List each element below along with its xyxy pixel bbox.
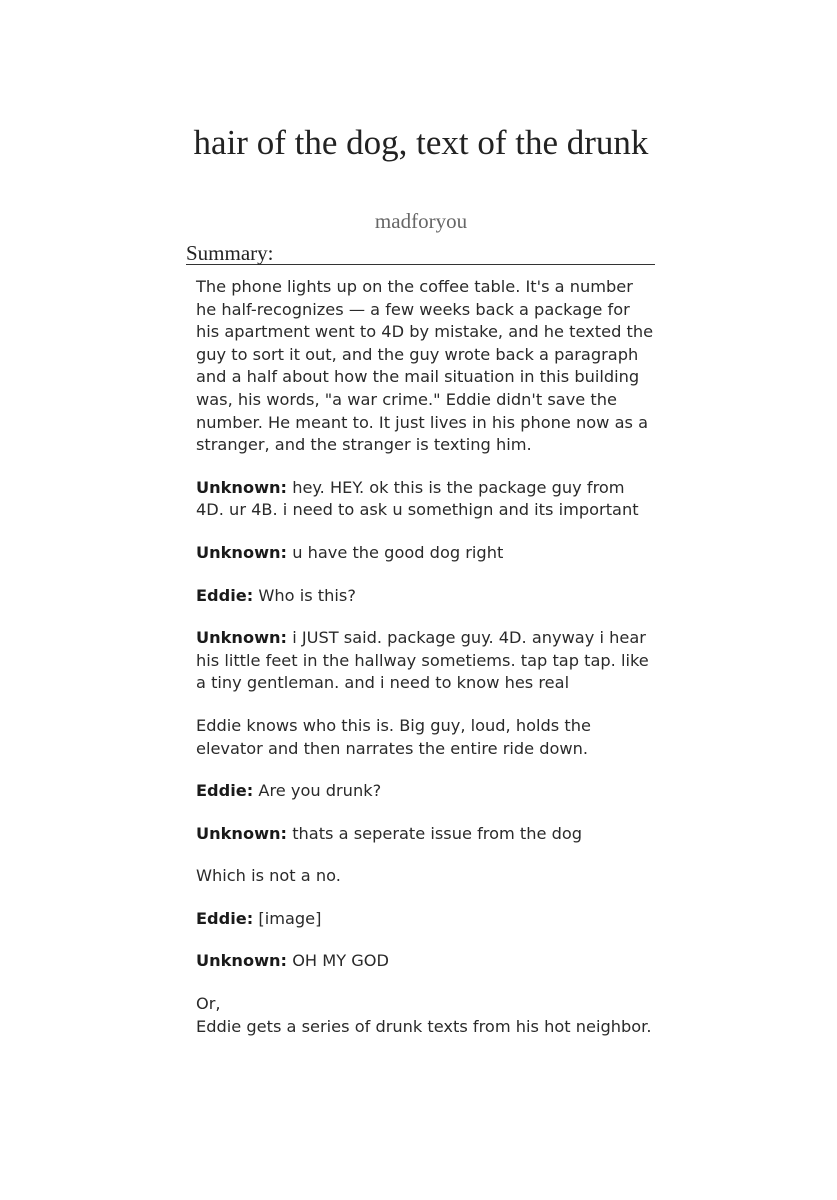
message-speaker: Unknown: (196, 477, 288, 497)
message-text: OH MY GOD (292, 951, 389, 971)
message-speaker: Unknown: (196, 951, 288, 971)
outro-paragraph (196, 993, 656, 1038)
message-speaker: Eddie: (196, 781, 254, 801)
message-text: i JUST said. package guy. 4D. anyway i hear his little feet in the hallway sometiems. tap tap tap. like a tiny gentleman. and i need to know hes real (196, 628, 649, 693)
message-speaker: Unknown: (196, 542, 288, 562)
message-line (196, 780, 656, 803)
message-speaker: Eddie: (196, 585, 254, 605)
message-text: Who is this? (258, 585, 356, 605)
narration-paragraph: Which is not a no. (196, 866, 341, 886)
message-text: u have the good dog right (292, 542, 504, 562)
message-text: [image] (258, 908, 322, 928)
message-line (196, 585, 656, 608)
message-speaker: Unknown: (196, 823, 288, 843)
summary-heading: Summary: (186, 240, 655, 265)
message-line (196, 950, 656, 973)
narration-paragraph: Eddie knows who this is. Big guy, loud, holds the elevator and then narrates the entire ride down. (196, 715, 591, 758)
work-title: hair of the dog, text of the drunk (193, 123, 649, 162)
summary-intro-paragraph: The phone lights up on the coffee table. It's a number he half-recognizes — a few weeks back a package for his apartment went to 4D by mistake, and he texted the guy to sort it out, and the guy wrote back a paragraph and a half about how the mail situation in this building was, his words, "a war crime." Eddie didn't save the number. He meant to. It just lives in his phone now as a stranger, and the stranger is texting him. (196, 277, 654, 455)
outro-line: Eddie gets a series of drunk texts from his hot neighbor. (196, 1016, 652, 1036)
message-text: hey. HEY. ok this is the package guy from 4D. ur 4B. i need to ask u somethign and its important (196, 477, 639, 520)
work-author: madforyou (374, 209, 468, 233)
message-line (196, 542, 656, 565)
message-line (196, 823, 656, 846)
summary-body (196, 276, 656, 1058)
outro-line: Or, (196, 994, 221, 1014)
message-speaker: Eddie: (196, 908, 254, 928)
message-line (196, 627, 656, 695)
message-text: Are you drunk? (258, 781, 382, 801)
message-line (196, 908, 656, 931)
message-line (196, 477, 656, 522)
message-speaker: Unknown: (196, 628, 288, 648)
message-text: thats a seperate issue from the dog (292, 823, 583, 843)
